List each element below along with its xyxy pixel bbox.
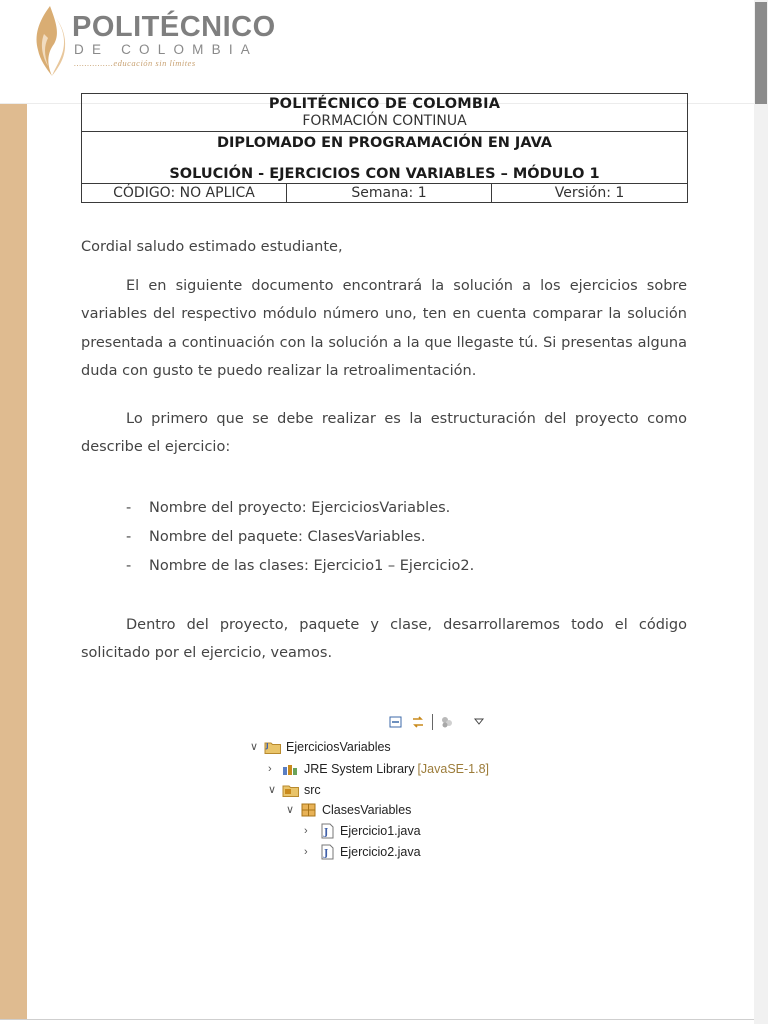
tree-item-src[interactable]: ∨ src	[268, 780, 321, 800]
vertical-scrollbar[interactable]	[754, 0, 768, 1024]
closing-paragraph: Dentro del proyecto, paquete y clase, desarrollaremos todo el código solicitado por el ejercicio, veamos.	[81, 616, 687, 661]
collapse-all-icon[interactable]	[388, 714, 404, 730]
svg-text:J: J	[266, 742, 269, 750]
chevron-down-icon[interactable]: ∨	[268, 784, 277, 796]
tree-item-package[interactable]: ∨ ClasesVariables	[286, 800, 411, 820]
document-body	[81, 233, 687, 668]
chevron-down-icon[interactable]: ∨	[286, 804, 295, 816]
package-icon	[300, 802, 318, 818]
program-cell	[82, 132, 688, 184]
filter-icon[interactable]	[439, 714, 455, 730]
java-file-icon	[318, 844, 336, 860]
intro-paragraph: El en siguiente documento encontrará la solución a los ejercicios sobre variables del respectivo módulo número uno, ten en cuenta comparar la solución presentada a continuación con la solución a la que llegaste tú. Si presentas alguna duda con gusto te puedo realizar la retroalimentación.	[81, 277, 687, 379]
library-icon	[282, 761, 300, 777]
logo-subtitle: DE COLOMBIA	[74, 42, 258, 57]
project-structure-list	[81, 494, 687, 581]
link-with-editor-icon[interactable]	[410, 714, 426, 730]
toolbar-separator	[432, 714, 433, 730]
package-explorer-screenshot	[250, 710, 520, 870]
greeting: Cordial saludo estimado estudiante,	[81, 239, 343, 255]
tree-item-jre[interactable]: › JRE System Library [JavaSE-1.8]	[268, 759, 489, 779]
version-cell: Versión: 1	[492, 184, 688, 203]
list-item: - Nombre del paquete: ClasesVariables.	[126, 528, 426, 545]
structure-paragraph: Lo primero que se debe realizar es la estructuración del proyecto como describe el ejercicio:	[81, 410, 687, 455]
division-name: FORMACIÓN CONTINUA	[302, 112, 467, 129]
jre-version-label: [JavaSE-1.8]	[417, 762, 490, 776]
institution-name: POLITÉCNICO DE COLOMBIA	[268, 95, 501, 112]
politecnico-logo	[30, 2, 276, 78]
chevron-right-icon[interactable]: ›	[304, 846, 308, 858]
chevron-right-icon[interactable]: ›	[304, 825, 308, 837]
document-header-table	[81, 93, 688, 203]
program-name: DIPLOMADO EN PROGRAMACIÓN EN JAVA	[216, 134, 553, 151]
source-folder-icon	[282, 782, 300, 798]
code-cell: CÓDIGO: NO APLICA	[82, 184, 287, 203]
logo-title: POLITÉCNICO	[72, 11, 276, 43]
chevron-right-icon[interactable]: ›	[268, 763, 272, 775]
scrollbar-thumb[interactable]	[755, 2, 767, 104]
list-item: - Nombre del proyecto: EjerciciosVariables.	[126, 499, 451, 516]
week-cell: Semana: 1	[287, 184, 492, 203]
institution-cell	[82, 94, 688, 132]
document-header-band	[0, 0, 768, 104]
document-title: SOLUCIÓN - EJERCICIOS CON VARIABLES – MÓDULO 1	[169, 165, 600, 182]
svg-text:J: J	[324, 849, 329, 859]
list-item: - Nombre de las clases: Ejercicio1 – Ejercicio2.	[126, 557, 475, 574]
chevron-down-icon[interactable]: ∨	[250, 741, 259, 753]
logo-tagline: ...............educación sin límites	[74, 58, 196, 68]
decorative-side-stripe	[0, 104, 27, 1020]
page-bottom-border	[0, 1019, 754, 1020]
svg-text:J: J	[324, 828, 329, 838]
tree-item-project[interactable]: ∨ J EjerciciosVariables	[250, 737, 391, 757]
java-file-icon	[318, 823, 336, 839]
project-folder-icon	[264, 739, 282, 755]
tree-item-ejercicio2[interactable]: › J Ejercicio2.java	[304, 842, 421, 862]
flame-logo-icon	[30, 4, 70, 78]
explorer-toolbar	[388, 714, 487, 730]
view-menu-icon[interactable]	[471, 714, 487, 730]
tree-item-ejercicio1[interactable]: › J Ejercicio1.java	[304, 821, 421, 841]
